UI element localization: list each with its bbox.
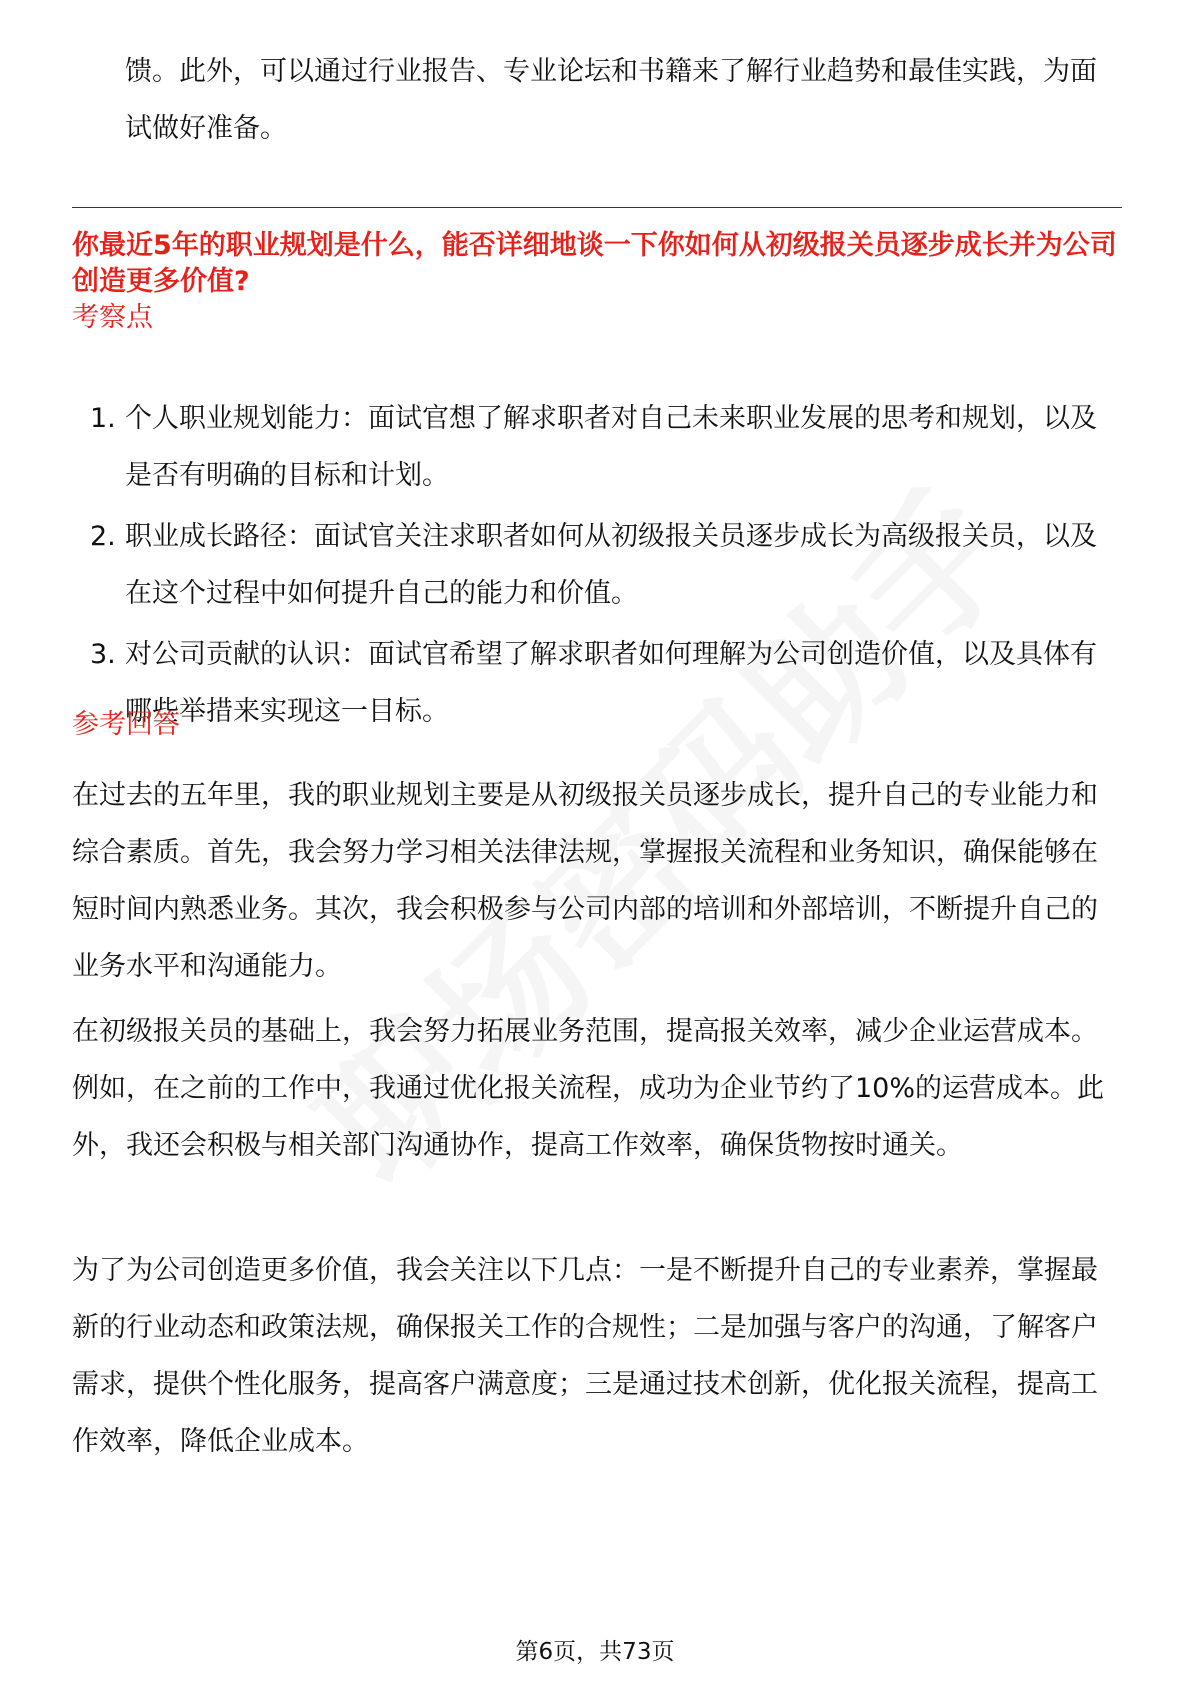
assessment-points-list xyxy=(72,390,1122,744)
assessment-point xyxy=(72,626,1122,740)
section-divider xyxy=(72,207,1122,208)
point-number: 1. xyxy=(90,403,116,434)
answer-paragraph: 在初级报关员的基础上，我会努力拓展业务范围，提高报关效率，减少企业运营成本。例如，在之前的工作中，我通过优化报关流程，成功为企业节约了10%的运营成本。此外，我还会积极与相关部门沟通协作，提高工作效率，确保货物按时通关。 xyxy=(72,1016,1105,1161)
page-number-footer: 第6页，共73页 xyxy=(515,1639,675,1665)
assessment-point xyxy=(72,508,1122,622)
assessment-heading: 考察点 xyxy=(72,302,153,333)
question-title: 你最近5年的职业规划是什么，能否详细地谈一下你如何从初级报关员逐步成长并为公司创造更多价值? xyxy=(72,230,1117,297)
point-text: 个人职业规划能力：面试官想了解求职者对自己未来职业发展的思考和规划，以及是否有明确的目标和计划。 xyxy=(125,403,1097,491)
continuation-text: 馈。此外，可以通过行业报告、专业论坛和书籍来了解行业趋势和最佳实践，为面试做好准备。 xyxy=(125,56,1097,144)
answer-paragraph: 在过去的五年里，我的职业规划主要是从初级报关员逐步成长，提升自己的专业能力和综合素质。首先，我会努力学习相关法律法规，掌握报关流程和业务知识，确保能够在短时间内熟悉业务。其次，我会积极参与公司内部的培训和外部培训，不断提升自己的业务水平和沟通能力。 xyxy=(72,780,1098,982)
point-text: 职业成长路径：面试官关注求职者如何从初级报关员逐步成长为高级报关员，以及在这个过程中如何提升自己的能力和价值。 xyxy=(125,521,1097,609)
point-number: 2. xyxy=(90,521,116,552)
answer-paragraph: 为了为公司创造更多价值，我会关注以下几点：一是不断提升自己的专业素养，掌握最新的行业动态和政策法规，确保报关工作的合规性；二是加强与客户的沟通，了解客户需求，提供个性化服务，提高客户满意度；三是通过技术创新，优化报关流程，提高工作效率，降低企业成本。 xyxy=(72,1255,1098,1457)
point-number: 3. xyxy=(90,639,116,670)
point-text: 对公司贡献的认识：面试官希望了解求职者如何理解为公司创造价值，以及具体有哪些举措来实现这一目标。 xyxy=(125,639,1097,727)
answer-heading: 参考回答 xyxy=(72,709,180,740)
assessment-point xyxy=(72,390,1122,504)
